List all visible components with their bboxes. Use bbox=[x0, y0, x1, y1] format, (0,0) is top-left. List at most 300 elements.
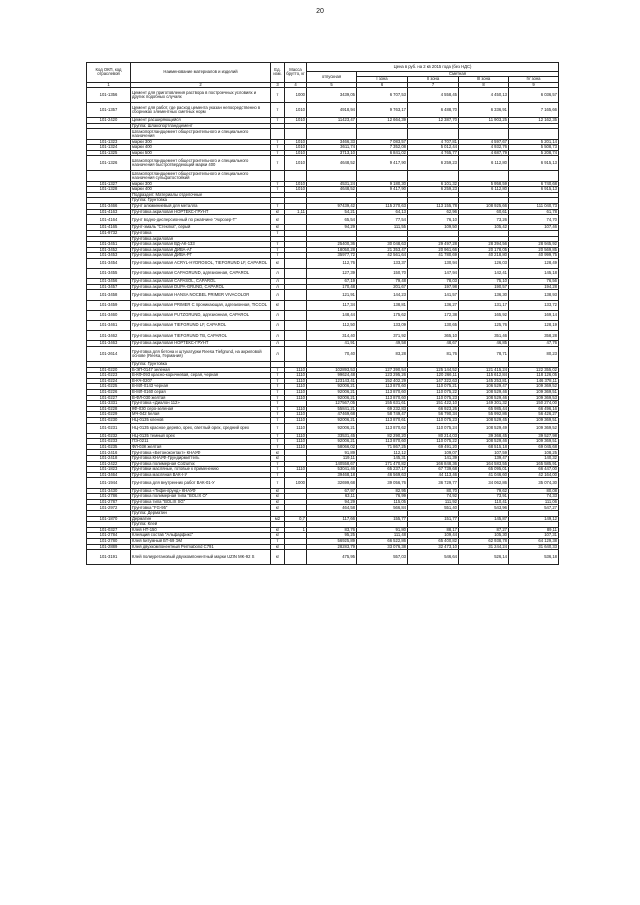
zone2-price-cell: 197,98 bbox=[408, 284, 459, 290]
code-cell: 101-3466 bbox=[87, 203, 131, 209]
column-number: 9 bbox=[509, 82, 559, 87]
table-row bbox=[87, 103, 559, 118]
name-cell: Грунтовка для бетона и штукатурки Reesa Tiefgrund, на акриловой основе (Reesa, Германия) bbox=[131, 346, 271, 361]
release-price-cell: 4648,52 bbox=[307, 187, 357, 193]
header-name: Наименование материалов и изделий bbox=[131, 63, 271, 83]
section-title: Группа: Шлакопортландцемент bbox=[131, 123, 271, 129]
section-title: Группа: Грунтовка bbox=[131, 198, 271, 204]
zone3-price-cell: 108 529,45 bbox=[459, 417, 509, 423]
name-cell: Цемент для приготовления раствора в построечных условиях и других подобных случаях bbox=[131, 88, 271, 103]
unit-cell: т bbox=[271, 478, 285, 488]
header-zone3: III зона bbox=[459, 77, 509, 82]
zone2-price-cell: 4 765,77 bbox=[408, 150, 459, 156]
code-cell bbox=[87, 171, 131, 181]
zone4-price-cell: 109 369,51 bbox=[509, 417, 559, 423]
zone3-price-cell: 6 112,80 bbox=[459, 156, 509, 171]
name-cell: НЦ-0135 темный орех bbox=[131, 433, 271, 439]
header-mass: Масса брутто, кг bbox=[285, 63, 307, 83]
release-price-cell: 47469,68 bbox=[307, 412, 357, 418]
zone2-price-cell: 125 144,52 bbox=[408, 367, 459, 373]
release-price-cell bbox=[307, 129, 357, 139]
zone4-price-cell: 74,70 bbox=[509, 215, 559, 225]
release-price-cell: 112,76 bbox=[307, 258, 357, 268]
code-cell: 101-2614 bbox=[87, 346, 131, 361]
zone4-price-cell: 89,11 bbox=[509, 527, 559, 533]
unit-cell: т bbox=[271, 439, 285, 445]
table-row bbox=[87, 171, 559, 181]
zone2-price-cell: 141,57 bbox=[408, 290, 459, 300]
code-cell: 101-2784 bbox=[87, 533, 131, 539]
release-price-cell: 99624,48 bbox=[307, 373, 357, 379]
release-price-cell: 94,29 bbox=[307, 499, 357, 505]
release-price-cell: 4918,94 bbox=[307, 103, 357, 118]
code-cell: 101-3455 bbox=[87, 269, 131, 279]
release-price-cell: 94,29 bbox=[307, 225, 357, 231]
zone4-price-cell: 118 126,05 bbox=[509, 373, 559, 379]
zone4-price-cell: 5 208,74 bbox=[509, 150, 559, 156]
code-cell: 101-0226 bbox=[87, 389, 131, 395]
zone4-price-cell: 28 945,92 bbox=[509, 242, 559, 248]
header-zone1: I зона bbox=[357, 77, 408, 82]
zone3-price-cell: 139,47 bbox=[459, 456, 509, 462]
zone3-price-cell bbox=[459, 129, 509, 139]
code-cell: 101-0230 bbox=[87, 417, 131, 423]
release-price-cell: 475,95 bbox=[307, 550, 357, 565]
zone4-price-cell: 61,78 bbox=[509, 209, 559, 215]
code-cell: 101-2889 bbox=[87, 544, 131, 550]
zone1-price-cell: 42 561,64 bbox=[357, 253, 408, 259]
zone3-price-cell: 105,42 bbox=[459, 225, 509, 231]
release-price-cell: 140558,67 bbox=[307, 461, 357, 467]
unit-cell bbox=[271, 129, 285, 139]
zone1-price-cell: 115,05 bbox=[357, 499, 408, 505]
name-cell: Клеящий состав "Альфарфикс" bbox=[131, 533, 271, 539]
zone1-price-cell: 145,31 bbox=[357, 456, 408, 462]
zone2-price-cell: 110 075,24 bbox=[408, 423, 459, 433]
zone3-price-cell: 108 529,46 bbox=[459, 395, 509, 401]
zone2-price-cell: 109,07 bbox=[408, 450, 459, 456]
release-price-cell: 55841,21 bbox=[307, 406, 357, 412]
code-cell: 101-1327 bbox=[87, 181, 131, 187]
release-price-cell: 54,21 bbox=[307, 209, 357, 215]
zone4-price-cell: 109 369,52 bbox=[509, 384, 559, 390]
zone4-price-cell: 80,08 bbox=[509, 488, 559, 494]
code-cell: 101-3191 bbox=[87, 550, 131, 565]
code-cell: 101-1357 bbox=[87, 103, 131, 118]
zone3-price-cell: 68 515,18 bbox=[459, 444, 509, 450]
zone1-price-cell: 82 290,20 bbox=[357, 433, 408, 439]
zone4-price-cell: 12 162,35 bbox=[509, 118, 559, 124]
zone4-price-cell: 6 740,68 bbox=[509, 181, 559, 187]
zone1-price-cell: 111,55 bbox=[357, 225, 408, 231]
name-cell: марки 400 bbox=[131, 145, 271, 151]
unit-cell: т bbox=[271, 389, 285, 395]
mass-cell: 1110 bbox=[285, 384, 307, 390]
zone3-price-cell: 4 450,13 bbox=[459, 88, 509, 103]
name-cell: Цемент расширяющийся bbox=[131, 118, 271, 124]
zone1-price-cell: 9 417,90 bbox=[357, 156, 408, 171]
unit-cell: л bbox=[271, 290, 285, 300]
unit-cell: т bbox=[271, 247, 285, 253]
zone1-price-cell: 7 083,57 bbox=[357, 139, 408, 145]
unit-cell: кг bbox=[271, 544, 285, 550]
zone1-price-cell: 155,77 bbox=[357, 516, 408, 522]
release-price-cell: 92006,21 bbox=[307, 423, 357, 433]
name-cell: Грунтовка акриловая TIEFGRUND LF, CAPAROL bbox=[131, 321, 271, 331]
name-cell: Грунтовка акриловая CAPAGRUND, адгезионная, CAPAROL bbox=[131, 269, 271, 279]
zone4-price-cell bbox=[509, 129, 559, 139]
zone1-price-cell: 82,95 bbox=[357, 488, 408, 494]
release-price-cell: 11423,47 bbox=[307, 118, 357, 124]
zone4-price-cell: 35 074,30 bbox=[509, 478, 559, 488]
unit-cell: л bbox=[271, 284, 285, 290]
code-cell: 101-0223 bbox=[87, 373, 131, 379]
zone1-price-cell: 69 232,83 bbox=[357, 406, 408, 412]
zone2-price-cell: 12 387,70 bbox=[408, 118, 459, 124]
zone2-price-cell: 151 422,10 bbox=[408, 401, 459, 407]
release-price-cell: 3439,05 bbox=[307, 88, 357, 103]
zone3-price-cell: 34 062,86 bbox=[459, 478, 509, 488]
zone1-price-cell: 113 870,60 bbox=[357, 439, 408, 445]
release-price-cell: 123143,41 bbox=[307, 378, 357, 384]
name-cell: Грунтовка масляная ВАК-І-У bbox=[131, 472, 271, 478]
code-cell: 101-4164 bbox=[87, 215, 131, 225]
zone1-price-cell: 33 076,38 bbox=[357, 544, 408, 550]
zone4-price-cell: 122 355,02 bbox=[509, 367, 559, 373]
zone3-price-cell: 351,46 bbox=[459, 331, 509, 341]
zone4-price-cell: 64 129,38 bbox=[509, 538, 559, 544]
code-cell: 101-1325 bbox=[87, 150, 131, 156]
code-cell: 101-1323 bbox=[87, 139, 131, 145]
table-row bbox=[87, 269, 559, 279]
zone4-price-cell: 107,31 bbox=[509, 533, 559, 539]
zone1-price-cell: 566,84 bbox=[357, 505, 408, 511]
name-cell: В-ФЛ-030 желтая bbox=[131, 395, 271, 401]
section-title: Группа: Клей bbox=[131, 522, 271, 528]
zone1-price-cell: 9 763,17 bbox=[357, 103, 408, 118]
name-cell: Грунтовка полимерная Colzumix bbox=[131, 461, 271, 467]
name-cell: Грунтовка акриловая PUTZGRUND, адгезионная, CAPAROL bbox=[131, 310, 271, 320]
zone4-price-cell: 6 915,13 bbox=[509, 187, 559, 193]
zone3-price-cell: 6 336,91 bbox=[459, 103, 509, 118]
zone2-price-cell: 166 848,36 bbox=[408, 461, 459, 467]
mass-cell bbox=[285, 346, 307, 361]
unit-cell: т bbox=[271, 378, 285, 384]
zone1-price-cell: 91,80 bbox=[357, 527, 408, 533]
mass-cell: 1010 bbox=[285, 145, 307, 151]
release-price-cell: 117,66 bbox=[307, 516, 357, 522]
mass-cell bbox=[285, 310, 307, 320]
zone1-price-cell: 111,48 bbox=[357, 533, 408, 539]
code-cell: 101-3459 bbox=[87, 300, 131, 310]
unit-cell: т bbox=[271, 406, 285, 412]
unit-cell: т bbox=[271, 242, 285, 248]
mass-cell: 1010 bbox=[285, 150, 307, 156]
name-cell: НЦ-0135 красное дерево, орех, светлый орех, средний орех bbox=[131, 423, 271, 433]
zone3-price-cell: 39 368,45 bbox=[459, 433, 509, 439]
mass-cell: 1010 bbox=[285, 156, 307, 171]
zone4-price-cell: 111,06 bbox=[509, 499, 559, 505]
zone3-price-cell: 108 529,46 bbox=[459, 389, 509, 395]
zone1-price-cell: 557,03 bbox=[357, 550, 408, 565]
name-cell: В-МЛ-0160 серая bbox=[131, 389, 271, 395]
zone2-price-cell: 81,76 bbox=[408, 346, 459, 361]
mass-cell: 0,7 bbox=[285, 516, 307, 522]
zone2-price-cell: 110 075,23 bbox=[408, 395, 459, 401]
release-price-cell: 67,19 bbox=[307, 279, 357, 285]
unit-cell: л bbox=[271, 346, 285, 361]
table-row bbox=[87, 258, 559, 268]
zone3-price-cell: 65 095,01 bbox=[459, 467, 509, 473]
zone1-price-cell: 46 569,63 bbox=[357, 472, 408, 478]
zone2-price-cell: 69 491,20 bbox=[408, 444, 459, 450]
zone4-price-cell: 74,33 bbox=[509, 494, 559, 500]
mass-cell: 1110 bbox=[285, 389, 307, 395]
zone1-price-cell: 123 295,26 bbox=[357, 373, 408, 379]
code-cell: 101-1356 bbox=[87, 88, 131, 103]
mass-cell bbox=[285, 215, 307, 225]
unit-cell: т bbox=[271, 395, 285, 401]
zone3-price-cell: 4 932,76 bbox=[459, 145, 509, 151]
zone3-price-cell: 31 244,24 bbox=[459, 544, 509, 550]
name-cell: марки 500 bbox=[131, 150, 271, 156]
table-row bbox=[87, 346, 559, 361]
release-price-cell: 464,58 bbox=[307, 505, 357, 511]
zone3-price-cell: 41 046,60 bbox=[459, 472, 509, 478]
zone4-price-cell: 7 165,66 bbox=[509, 103, 559, 118]
mass-cell bbox=[285, 171, 307, 181]
release-price-cell: 83,76 bbox=[307, 527, 357, 533]
name-cell: Грунтовка акриловая ДИВА-АГ bbox=[131, 247, 271, 253]
code-cell: 101-2418 bbox=[87, 456, 131, 462]
unit-cell: т bbox=[271, 230, 285, 236]
zone2-price-cell: 120 266,11 bbox=[408, 373, 459, 379]
name-cell: В-КЧ-0207 bbox=[131, 378, 271, 384]
name-cell: марки 400 bbox=[131, 187, 271, 193]
mass-cell: 1110 bbox=[285, 423, 307, 433]
unit-cell: кг bbox=[271, 456, 285, 462]
mass-cell: 1110 bbox=[285, 467, 307, 473]
unit-cell: т bbox=[271, 373, 285, 379]
unit-cell: т bbox=[271, 417, 285, 423]
name-cell: Дерматин bbox=[131, 516, 271, 522]
zone3-price-cell: 73,26 bbox=[459, 215, 509, 225]
zone1-price-cell: 79,48 bbox=[357, 279, 408, 285]
zone2-price-cell: 48,67 bbox=[408, 341, 459, 347]
name-cell: Грунтовка для внутренних работ ВАК-01-У bbox=[131, 478, 271, 488]
zone3-price-cell: 145,87 bbox=[459, 516, 509, 522]
name-cell: Грунт-эмаль "Стеклка", серый bbox=[131, 225, 271, 231]
code-cell: 101-4165 bbox=[87, 225, 131, 231]
price-table bbox=[86, 62, 559, 565]
zone2-price-cell: 147 322,63 bbox=[408, 378, 459, 384]
code-cell: 101-0232 bbox=[87, 433, 131, 439]
unit-cell: т bbox=[271, 538, 285, 544]
zone2-price-cell: 110 075,21 bbox=[408, 384, 459, 390]
unit-cell: т bbox=[271, 461, 285, 467]
zone4-price-cell: 146 378,11 bbox=[509, 378, 559, 384]
name-cell: Грунтовка "FG-95" bbox=[131, 505, 271, 511]
zone3-price-cell: 78,71 bbox=[459, 346, 509, 361]
unit-cell: т bbox=[271, 384, 285, 390]
mass-cell bbox=[285, 290, 307, 300]
zone4-price-cell: 109 369,51 bbox=[509, 439, 559, 445]
mass-cell bbox=[285, 331, 307, 341]
zone2-price-cell: 141,39 bbox=[408, 456, 459, 462]
zone4-price-cell: 42 164,00 bbox=[509, 472, 559, 478]
zone3-price-cell: 190,57 bbox=[459, 284, 509, 290]
zone1-price-cell: 30 048,63 bbox=[357, 242, 408, 248]
code-cell: 101-3458 bbox=[87, 290, 131, 300]
zone3-price-cell: 11 903,25 bbox=[459, 118, 509, 124]
zone1-price-cell bbox=[357, 129, 408, 139]
unit-cell: т bbox=[271, 118, 285, 124]
zone2-price-cell: 546,64 bbox=[408, 550, 459, 565]
zone1-price-cell: 133,37 bbox=[357, 258, 408, 268]
name-cell: Цемент для работ, где расход цемента указан непосредственно в сборниках элементных сметных норм bbox=[131, 103, 271, 118]
release-price-cell: 127,39 bbox=[307, 269, 357, 279]
release-price-cell: 91,89 bbox=[307, 450, 357, 456]
zone1-price-cell: 12 664,39 bbox=[357, 118, 408, 124]
zone2-price-cell: 111,92 bbox=[408, 499, 459, 505]
unit-cell: т bbox=[271, 187, 285, 193]
code-cell: 101-2416 bbox=[87, 450, 131, 456]
zone2-price-cell: 110 075,22 bbox=[408, 439, 459, 445]
code-cell: 101-2787 bbox=[87, 499, 131, 505]
unit-cell: кг bbox=[271, 450, 285, 456]
table-body bbox=[87, 88, 559, 565]
unit-cell: м2 bbox=[271, 516, 285, 522]
zone4-price-cell bbox=[509, 171, 559, 181]
zone2-price-cell: 551,40 bbox=[408, 505, 459, 511]
unit-cell: т bbox=[271, 412, 285, 418]
zone2-price-cell: 172,38 bbox=[408, 310, 459, 320]
zone4-price-cell: 80,23 bbox=[509, 346, 559, 361]
zone3-price-cell: 108 925,66 bbox=[459, 203, 509, 209]
zone2-price-cell: 76,10 bbox=[408, 215, 459, 225]
name-cell: Грунтовка акриловая НОРТЕКС-ГРУНТ bbox=[131, 209, 271, 215]
zone3-price-cell: 107,59 bbox=[459, 450, 509, 456]
name-cell: Шлакопортландцемент общестроительного и специального назначения сульфатостойкий bbox=[131, 171, 271, 181]
zone4-price-cell: 194,28 bbox=[509, 284, 559, 290]
release-price-cell: 121,91 bbox=[307, 290, 357, 300]
mass-cell: 1110 bbox=[285, 367, 307, 373]
zone4-price-cell: 145,18 bbox=[509, 269, 559, 279]
code-cell: 101-1944 bbox=[87, 478, 131, 488]
zone1-price-cell: 39 056,76 bbox=[357, 478, 408, 488]
zone1-price-cell: 77,54 bbox=[357, 215, 408, 225]
code-cell: 101-2780 bbox=[87, 538, 131, 544]
zone2-price-cell: 44 113,46 bbox=[408, 472, 459, 478]
zone1-price-cell: 127 390,54 bbox=[357, 367, 408, 373]
zone4-price-cell: 140,32 bbox=[509, 456, 559, 462]
zone4-price-cell: 536,18 bbox=[509, 550, 559, 565]
zone2-price-cell: 6 259,23 bbox=[408, 187, 459, 193]
name-cell: Грунтовка КНАУФ-Грундирмиттель bbox=[131, 456, 271, 462]
table-row bbox=[87, 156, 559, 171]
zone1-price-cell: 175,62 bbox=[357, 310, 408, 320]
zone3-price-cell: 136,30 bbox=[459, 290, 509, 300]
name-cell: Грунт алюминиевый для металла bbox=[131, 203, 271, 209]
zone2-price-cell: 20 961,66 bbox=[408, 247, 459, 253]
zone3-price-cell: 149 301,32 bbox=[459, 401, 509, 407]
code-cell: 101-0225 bbox=[87, 384, 131, 390]
zone4-price-cell: 5 201,14 bbox=[509, 139, 559, 145]
zone1-price-cell: 7 352,08 bbox=[357, 145, 408, 151]
mass-cell: 1010 bbox=[285, 187, 307, 193]
zone2-price-cell: 6 488,70 bbox=[408, 103, 459, 118]
zone4-price-cell: 109 369,51 bbox=[509, 389, 559, 395]
release-price-cell: 56925,89 bbox=[307, 538, 357, 544]
code-cell: 101-3463 bbox=[87, 341, 131, 347]
header-zone2: II зона bbox=[408, 77, 459, 82]
name-cell: В-МЛ-0143 черная bbox=[131, 384, 271, 390]
zone2-price-cell: 62,96 bbox=[408, 209, 459, 215]
zone4-price-cell: 109 369,52 bbox=[509, 423, 559, 433]
unit-cell: т bbox=[271, 145, 285, 151]
zone2-price-cell: 80,70 bbox=[408, 488, 459, 494]
unit-cell: кг bbox=[271, 550, 285, 565]
column-number: 8 bbox=[459, 82, 509, 87]
mass-cell: 1010 bbox=[285, 139, 307, 145]
zone4-price-cell: 149,12 bbox=[509, 516, 559, 522]
zone3-price-cell: 28 394,56 bbox=[459, 242, 509, 248]
mass-cell bbox=[285, 550, 307, 565]
zone2-price-cell: 365,10 bbox=[408, 331, 459, 341]
zone3-price-cell: 108 529,46 bbox=[459, 439, 509, 445]
zone1-price-cell: 371,92 bbox=[357, 331, 408, 341]
zone3-price-cell: 121 415,24 bbox=[459, 367, 509, 373]
zone3-price-cell: 110,41 bbox=[459, 499, 509, 505]
code-cell: 101-2422 bbox=[87, 461, 131, 467]
zone3-price-cell: 60,61 bbox=[459, 209, 509, 215]
zone4-price-cell: 20 569,85 bbox=[509, 247, 559, 253]
release-price-cell: 32699,68 bbox=[307, 478, 357, 488]
column-number: 3 bbox=[271, 82, 285, 87]
release-price-cell: 70,40 bbox=[307, 346, 357, 361]
unit-cell: т bbox=[271, 423, 285, 433]
zone3-price-cell: 126,03 bbox=[459, 258, 509, 268]
zone4-price-cell: 111 040,73 bbox=[509, 203, 559, 209]
code-cell: 101-2420 bbox=[87, 118, 131, 124]
name-cell: Клей двухкомпонентный Permabond C791 bbox=[131, 544, 271, 550]
zone1-price-cell: 64,13 bbox=[357, 209, 408, 215]
zone4-price-cell: 5 508,73 bbox=[509, 145, 559, 151]
name-cell: ПЭ-0211 bbox=[131, 439, 271, 445]
zone1-price-cell: 65 237,17 bbox=[357, 467, 408, 473]
unit-cell: т bbox=[271, 181, 285, 187]
zone3-price-cell: 46,85 bbox=[459, 341, 509, 347]
zone2-price-cell: 130,65 bbox=[408, 321, 459, 331]
mass-cell: 1010 bbox=[285, 181, 307, 187]
zone2-price-cell: 6 101,32 bbox=[408, 181, 459, 187]
mass-cell: 1010 bbox=[285, 103, 307, 118]
unit-cell: л bbox=[271, 279, 285, 285]
name-cell: Грунтовка типа "BOLIX SG" bbox=[131, 499, 271, 505]
unit-cell: л bbox=[271, 310, 285, 320]
release-price-cell: 95,25 bbox=[307, 533, 357, 539]
release-price-cell: 97439,42 bbox=[307, 203, 357, 209]
zone2-price-cell: 56 790,34 bbox=[408, 412, 459, 418]
header-estimate: Сметная bbox=[357, 72, 559, 77]
name-cell: Грунтовка «Тифенгрунд» КНАУФ bbox=[131, 488, 271, 494]
mass-cell bbox=[285, 269, 307, 279]
zone1-price-cell: 21 353,47 bbox=[357, 247, 408, 253]
zone3-price-cell: 62 938,78 bbox=[459, 538, 509, 544]
release-price-cell: 65,54 bbox=[307, 215, 357, 225]
unit-cell: л bbox=[271, 341, 285, 347]
zone3-price-cell: 165,92 bbox=[459, 310, 509, 320]
